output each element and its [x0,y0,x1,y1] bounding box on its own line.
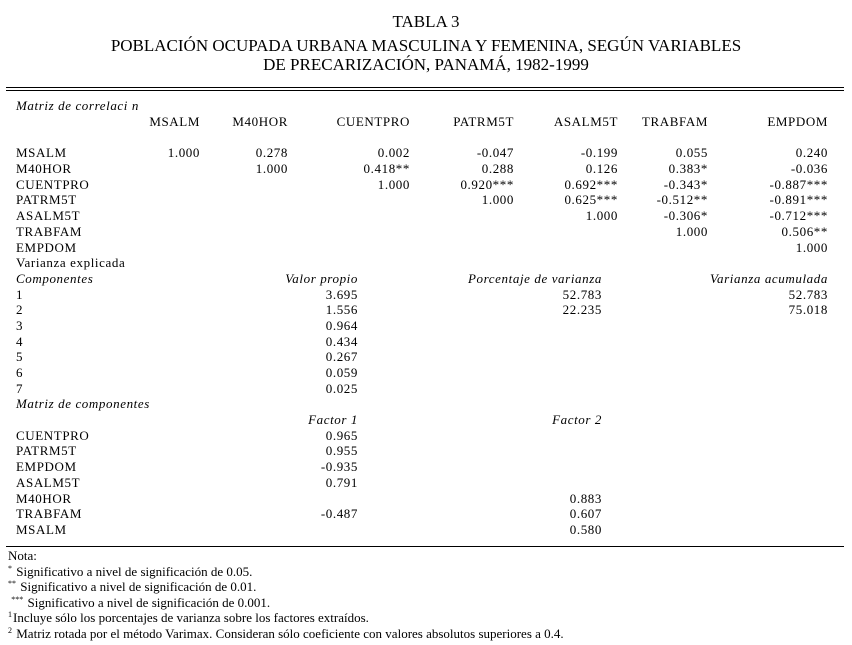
factor2-cell: 0.883 [569,490,602,506]
variance-heading-row [16,255,836,271]
column-header: M40HOR [232,113,288,129]
row-label: PATRM5T [16,192,77,208]
table-cell: 0.126 [585,161,618,177]
table-cell: 0.418** [363,161,410,177]
eigenvalue-cell: 0.964 [325,317,358,333]
eigenvalue-cell: 0.025 [325,380,358,396]
top-rule [6,87,844,88]
table-cell: 1.000 [481,192,514,208]
table-row [16,161,836,177]
factor2-cell: 0.607 [569,506,602,522]
notes-heading: Nota: [8,548,37,563]
row-label: CUENTPRO [16,176,90,192]
column-header-row [16,114,836,130]
footnote-mark: ** [8,579,16,589]
table-cell: -0.036 [790,161,828,177]
factor1-cell: -0.935 [320,459,358,475]
column-header: PATRM5T [453,113,514,129]
components-heading-row [16,396,836,412]
row-label: TRABFAM [16,223,83,239]
row-label: MSALM [16,145,67,161]
table-cell: -0.512** [656,192,708,208]
table-cell: 0.002 [377,145,410,161]
component-number: 4 [16,333,24,349]
table-cell: -0.712*** [769,208,828,224]
factor1-cell: 0.955 [325,443,358,459]
row-label: EMPDOM [16,239,77,255]
correlation-heading-row [16,98,836,114]
table-title: POBLACIÓN OCUPADA URBANA MASCULINA Y FEMENINA, SEGÚN VARIABLES [110,36,742,55]
table-cell: -0.047 [476,145,514,161]
row-label: M40HOR [16,490,72,506]
column-header: MSALM [149,113,200,129]
column-header: TRABFAM [641,113,708,129]
table-row [16,287,836,303]
variance-header-row [16,271,836,287]
table-row [16,443,836,459]
data-table [16,98,836,538]
table-cell: 1.000 [795,239,828,255]
table-row [16,240,836,256]
table-row [16,302,836,318]
table-row [16,506,836,522]
column-header: EMPDOM [767,113,828,129]
row-label: MSALM [16,521,67,537]
table-cell: 0.288 [481,161,514,177]
variance-rows [16,287,836,397]
table-row [16,208,836,224]
cum-header: Varianza acumulada [709,270,828,286]
table-cell: 0.278 [255,145,288,161]
factor-header-row [16,412,836,428]
row-label: M40HOR [16,161,72,177]
table-cell: 0.240 [795,145,828,161]
eigenvalue-cell: 0.434 [325,333,358,349]
components-header: Componentes [16,270,94,286]
footnote-mark: 2 [8,625,12,635]
eigenvalue-cell: 0.059 [325,365,358,380]
table-cell: -0.887*** [769,176,828,192]
footnote [8,595,564,611]
footnote [8,564,564,580]
footnote [8,626,564,642]
table-cell: 0.055 [675,145,708,161]
footnote-text: Matriz rotada por el método Varimax. Consideran sólo coeficiente con valores absolutos superiores a 0.4. [16,625,564,641]
eigenvalue-cell: 0.267 [325,349,358,365]
component-number: 6 [16,365,24,380]
table-cell: -0.891*** [769,192,828,208]
footnote-mark: * [8,563,12,573]
row-label: PATRM5T [16,443,77,459]
footnote [8,579,564,595]
table-cell: 1.000 [585,208,618,224]
row-label: ASALM5T [16,208,81,224]
footnote [8,610,564,626]
table-cell: 1.000 [675,223,708,239]
pct-header: Porcentaje de varianza [467,270,602,286]
footnote-text: Significativo a nivel de significación de 0.001. [27,594,271,610]
factor1-cell: -0.487 [320,506,358,522]
factor2-header: Factor 2 [552,412,602,428]
table-row [16,318,836,334]
row-label: ASALM5T [16,474,81,490]
table-row [16,522,836,538]
table-row [16,349,836,365]
bottom-rule [6,546,844,547]
factor1-header: Factor 1 [308,412,358,428]
table-cell: 0.625*** [564,192,618,208]
table-row [16,334,836,350]
pct-variance-cell: 52.783 [562,286,602,302]
factor1-cell: 0.965 [325,427,358,443]
table-cell: 0.506** [781,223,828,239]
factor1-cell: 0.791 [325,474,358,490]
row-label: TRABFAM [16,506,83,522]
column-header: ASALM5T [553,113,618,129]
table-cell: 1.000 [377,176,410,192]
footnote-mark: *** [11,594,24,604]
footnote-text: Incluye sólo los porcentajes de varianza sobre los factores extraídos. [13,610,369,626]
table-row [16,475,836,491]
factor2-cell: 0.580 [569,521,602,537]
component-number: 5 [16,349,24,365]
table-row [16,459,836,475]
table-cell: 1.000 [167,145,200,161]
component-rows [16,428,836,538]
table-row [16,428,836,444]
table-number: TABLA 3 [392,12,460,31]
component-number: 1 [16,286,24,302]
table-row [16,145,836,161]
row-label: CUENTPRO [16,427,90,443]
eigenvalue-cell: 1.556 [325,302,358,318]
variance-heading: Varianza explicada [16,255,126,271]
table-row [16,224,836,240]
cum-variance-cell: 75.018 [788,302,828,318]
table-row [16,381,836,397]
correlation-heading: Matriz de correlaci n [16,98,139,113]
table-cell: 0.692*** [564,176,618,192]
table-cell: -0.343* [663,176,708,192]
eigen-header: Valor propio [285,270,358,286]
footnote-text: Significativo a nivel de significación de 0.01. [20,579,257,595]
cum-variance-cell: 52.783 [788,286,828,302]
table-row [16,177,836,193]
footnotes [8,548,564,642]
top-rule-double [6,90,844,91]
eigenvalue-cell: 3.695 [325,286,358,302]
table-row [16,491,836,507]
footnote-text: Significativo a nivel de significación de 0.05. [16,563,253,579]
column-header: CUENTPRO [336,113,410,129]
pct-variance-cell: 22.235 [562,302,602,318]
table-cell: -0.306* [663,208,708,224]
component-number: 3 [16,317,24,333]
components-heading: Matriz de componentes [16,396,150,412]
table-cell: 1.000 [255,161,288,177]
component-number: 2 [16,302,24,318]
table-cell: 0.920*** [460,176,514,192]
table-cell: 0.383* [668,161,708,177]
table-row [16,192,836,208]
component-number: 7 [16,380,24,396]
table-subtitle: DE PRECARIZACIÓN, PANAMÁ, 1982-1999 [263,55,589,74]
table-row [16,365,836,381]
row-label: EMPDOM [16,459,77,475]
table-cell: -0.199 [580,145,618,161]
correlation-rows [16,145,836,255]
footnote-mark: 1 [8,610,12,620]
